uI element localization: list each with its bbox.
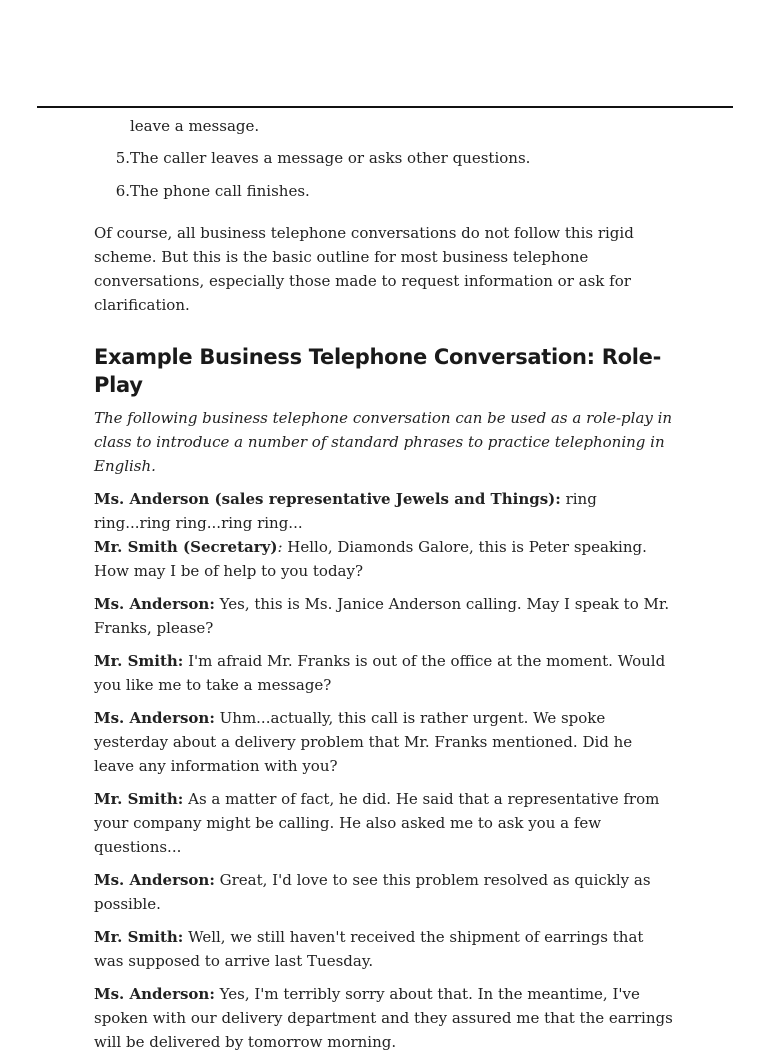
speaker-name: Mr. Smith: [94, 652, 184, 670]
speaker-name: Ms. Anderson (sales representative Jewels and Things): [94, 490, 561, 508]
speaker-name: Mr. Smith: [94, 928, 184, 946]
list-item [94, 146, 674, 170]
list-item-text: The phone call finishes. [130, 182, 310, 200]
speaker-name: Ms. Anderson: [94, 595, 215, 613]
dialogue-text: Hello, Diamonds Galore, this is Peter speaking. How may I be of help to you today? [94, 538, 647, 580]
dialogue-text: Well, we still haven't received the shipment of earrings that was supposed to arrive last Tuesday. [94, 928, 644, 970]
dialogue-text: I'm afraid Mr. Franks is out of the office at the moment. Would you like me to take a message? [94, 652, 666, 694]
header-divider [37, 106, 733, 108]
speaker-name: Ms. Anderson: [94, 871, 215, 889]
dialogue [94, 487, 674, 1054]
dialogue-line [94, 649, 674, 697]
speaker-name: Mr. Smith (Secretary) [94, 538, 278, 556]
dialogue-line [94, 787, 674, 859]
dialogue-line [94, 592, 674, 640]
dialogue-text: Yes, I'm terribly sorry about that. In the meantime, I've spoken with our delivery department and they assured me that the earrings will be delivered by tomorrow morning. [94, 985, 673, 1051]
dialogue-text: Uhm...actually, this call is rather urgent. We spoke yesterday about a delivery problem that Mr. Franks mentioned. Did he leave any information with you? [94, 709, 633, 775]
speaker-name: Ms. Anderson: [94, 709, 215, 727]
speaker-colon: : [277, 538, 283, 556]
steps-list [94, 146, 674, 203]
dialogue-line [94, 925, 674, 973]
dialogue-line [94, 706, 674, 778]
dialogue-line [94, 535, 674, 583]
dialogue-line [94, 868, 674, 916]
list-item-text: The caller leaves a message or asks other questions. [130, 149, 531, 167]
intro-paragraph: The following business telephone conversation can be used as a role-play in class to introduce a number of standard phrases to practice telephoning in English. [94, 409, 673, 475]
speaker-name: Mr. Smith: [94, 790, 184, 808]
section-heading: Example Business Telephone Conversation: Role-Play [94, 345, 662, 397]
list-item-number: 6. [115, 182, 130, 200]
dialogue-text: Yes, this is Ms. Janice Anderson calling. May I speak to Mr. Franks, please? [94, 595, 670, 637]
speaker-name: Ms. Anderson: [94, 985, 215, 1003]
dialogue-line [94, 487, 674, 535]
article-body [94, 114, 674, 1063]
list-item-number: 5. [115, 149, 130, 167]
list-item-continuation: leave a message. [130, 117, 260, 135]
dialogue-line [94, 982, 674, 1054]
dialogue-text: As a matter of fact, he did. He said that a representative from your company might be calling. He also asked me to ask you a few questions... [94, 790, 660, 856]
dialogue-text: Great, I'd love to see this problem resolved as quickly as possible. [94, 871, 651, 913]
dialogue-text: ring ring...ring ring...ring ring... [94, 490, 597, 532]
list-item [94, 179, 674, 203]
outline-paragraph: Of course, all business telephone conversations do not follow this rigid scheme. But this is the basic outline for most business telephone conversations, especially those made to request information or ask for clarification. [94, 224, 634, 314]
